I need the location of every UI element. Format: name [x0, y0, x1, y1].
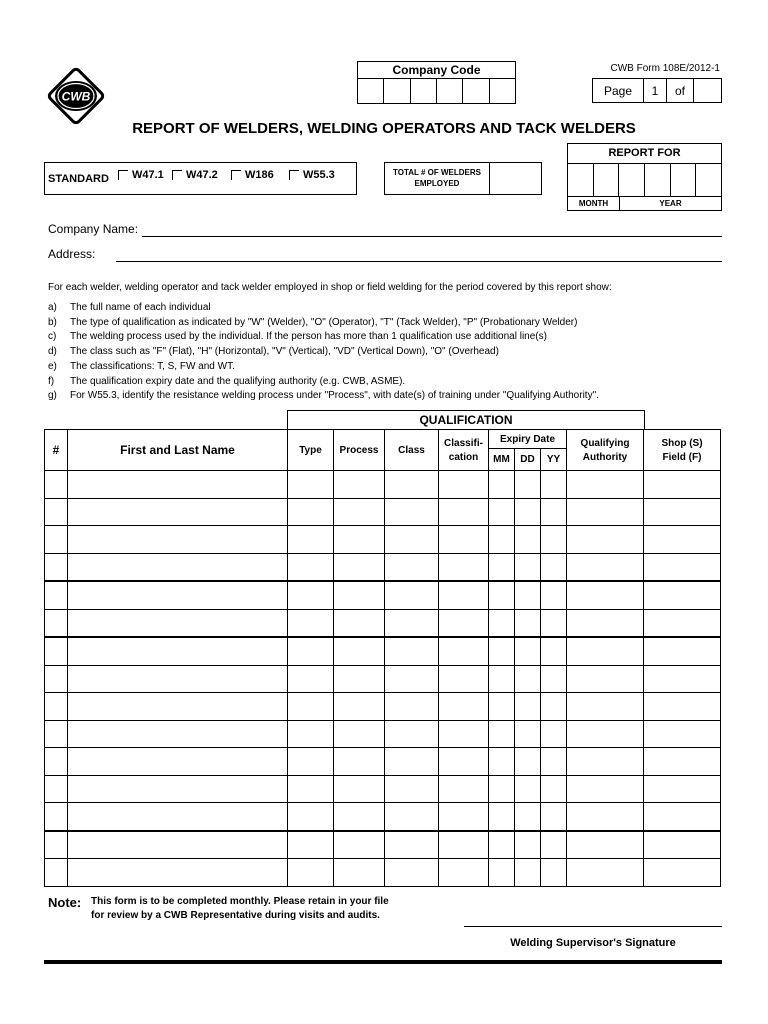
table-cell[interactable]	[334, 748, 385, 776]
table-row	[45, 609, 721, 637]
table-cell[interactable]	[567, 609, 644, 637]
table-cell[interactable]	[515, 720, 541, 748]
table-cell[interactable]	[489, 831, 515, 859]
col-header-type: Type	[288, 430, 334, 471]
table-cell[interactable]	[385, 748, 439, 776]
table-cell[interactable]	[385, 803, 439, 831]
table-cell[interactable]	[288, 803, 334, 831]
table-row	[45, 803, 721, 831]
table-row	[45, 637, 721, 665]
table-cell[interactable]	[541, 831, 567, 859]
qualification-header: QUALIFICATION	[287, 410, 645, 430]
table-cell[interactable]	[68, 665, 288, 693]
table-cell[interactable]	[385, 637, 439, 665]
table-cell[interactable]	[439, 553, 489, 581]
company-code-box	[357, 61, 516, 104]
standard-option-w47-2[interactable]: W47.2	[172, 169, 218, 181]
report-for-title: REPORT FOR	[568, 144, 721, 164]
page-number: 1	[644, 79, 667, 102]
table-cell[interactable]	[644, 498, 721, 526]
table-cell[interactable]	[567, 831, 644, 859]
table-cell[interactable]	[515, 498, 541, 526]
table-cell[interactable]	[541, 581, 567, 609]
table-cell[interactable]	[541, 609, 567, 637]
col-header-shop-field: Shop (S) Field (F)	[644, 430, 721, 471]
table-row	[45, 471, 721, 499]
company-name-label: Company Name:	[48, 222, 139, 236]
table-cell[interactable]	[385, 581, 439, 609]
table-cell[interactable]	[644, 693, 721, 721]
page-total-field[interactable]	[694, 79, 721, 102]
table-cell[interactable]	[334, 831, 385, 859]
table-cell	[45, 581, 68, 609]
table-cell[interactable]	[334, 553, 385, 581]
address-field[interactable]	[116, 261, 722, 262]
table-cell[interactable]	[515, 553, 541, 581]
col-header-expiry: Expiry Date	[489, 430, 567, 449]
table-cell[interactable]	[515, 581, 541, 609]
standard-label: STANDARD	[48, 173, 109, 185]
table-cell[interactable]	[515, 831, 541, 859]
table-cell[interactable]	[541, 693, 567, 721]
table-cell[interactable]	[541, 803, 567, 831]
table-cell[interactable]	[489, 553, 515, 581]
table-cell[interactable]	[439, 720, 489, 748]
form-title: REPORT OF WELDERS, WELDING OPERATORS AND TACK WELDERS	[132, 120, 636, 137]
table-cell[interactable]	[68, 581, 288, 609]
month-label: MONTH	[568, 197, 620, 210]
table-cell[interactable]	[439, 581, 489, 609]
table-cell[interactable]	[541, 498, 567, 526]
list-item: b) The type of qualification as indicated by "W" (Welder), "O" (Operator), "T" (Tack Welder), "P" (Probationary Welder)	[48, 316, 578, 328]
table-cell[interactable]	[644, 526, 721, 554]
table-row	[45, 748, 721, 776]
table-cell[interactable]	[541, 553, 567, 581]
table-cell[interactable]	[68, 498, 288, 526]
table-cell[interactable]	[541, 471, 567, 499]
page-label: Page	[593, 79, 644, 102]
table-cell[interactable]	[439, 693, 489, 721]
col-header-yy: YY	[541, 449, 567, 471]
table-cell[interactable]	[541, 859, 567, 887]
table-cell[interactable]	[385, 526, 439, 554]
standard-option-w47-1[interactable]: W47.1	[118, 169, 164, 181]
table-cell[interactable]	[567, 748, 644, 776]
table-cell[interactable]	[68, 637, 288, 665]
total-welders-box	[384, 162, 542, 195]
table-cell[interactable]	[288, 859, 334, 887]
table-row	[45, 581, 721, 609]
table-cell[interactable]	[385, 720, 439, 748]
table-cell[interactable]	[68, 775, 288, 803]
table-cell[interactable]	[541, 775, 567, 803]
table-cell[interactable]	[515, 803, 541, 831]
table-cell[interactable]	[489, 803, 515, 831]
note-label: Note:	[48, 895, 82, 910]
page-box	[592, 78, 722, 103]
list-item: c) The welding process used by the individual. If the person has more than 1 qualification use additional line(s)	[48, 331, 547, 343]
table-cell[interactable]	[288, 498, 334, 526]
table-cell[interactable]	[288, 775, 334, 803]
table-cell[interactable]	[334, 803, 385, 831]
table-cell[interactable]	[567, 553, 644, 581]
table-cell[interactable]	[515, 526, 541, 554]
table-cell[interactable]	[288, 609, 334, 637]
table-cell[interactable]	[439, 831, 489, 859]
table-row	[45, 720, 721, 748]
checkbox-icon[interactable]	[118, 170, 128, 180]
table-cell[interactable]	[68, 859, 288, 887]
table-cell[interactable]	[489, 498, 515, 526]
table-cell[interactable]	[541, 720, 567, 748]
page-of-label: of	[667, 79, 694, 102]
table-cell[interactable]	[489, 859, 515, 887]
table-cell[interactable]	[385, 859, 439, 887]
list-item: e) The classifications: T, S, FW and WT.	[48, 360, 235, 372]
table-cell[interactable]	[541, 637, 567, 665]
table-cell[interactable]	[288, 637, 334, 665]
table-cell[interactable]	[644, 748, 721, 776]
table-cell	[45, 609, 68, 637]
table-cell	[45, 775, 68, 803]
table-cell[interactable]	[567, 637, 644, 665]
table-cell[interactable]	[489, 609, 515, 637]
table-cell[interactable]	[439, 859, 489, 887]
table-cell[interactable]	[541, 526, 567, 554]
table-cell[interactable]	[644, 553, 721, 581]
table-cell[interactable]	[385, 693, 439, 721]
table-cell[interactable]	[334, 471, 385, 499]
table-row	[45, 775, 721, 803]
table-cell[interactable]	[68, 748, 288, 776]
table-cell[interactable]	[68, 803, 288, 831]
table-cell[interactable]	[644, 637, 721, 665]
address-label: Address:	[48, 247, 96, 261]
table-cell[interactable]	[567, 859, 644, 887]
table-cell[interactable]	[489, 526, 515, 554]
table-cell[interactable]	[567, 581, 644, 609]
table-cell[interactable]	[385, 471, 439, 499]
table-cell[interactable]	[385, 553, 439, 581]
table-cell[interactable]	[334, 526, 385, 554]
col-header-authority: Qualifying Authority	[567, 430, 644, 471]
table-cell[interactable]	[439, 665, 489, 693]
table-cell[interactable]	[288, 526, 334, 554]
table-cell[interactable]	[334, 859, 385, 887]
list-item: d) The class such as "F" (Flat), "H" (Horizontal), "V" (Vertical), "VD" (Vertical Down), "O" (Overhead)	[48, 346, 499, 358]
table-cell[interactable]	[288, 748, 334, 776]
report-for-box	[567, 143, 722, 211]
table-cell[interactable]	[489, 637, 515, 665]
table-cell[interactable]	[644, 775, 721, 803]
logo-text: CWB	[61, 89, 91, 104]
table-cell[interactable]	[567, 665, 644, 693]
table-cell[interactable]	[567, 526, 644, 554]
col-header-num: #	[45, 430, 68, 471]
table-cell[interactable]	[541, 748, 567, 776]
table-row	[45, 859, 721, 887]
table-cell[interactable]	[515, 637, 541, 665]
table-cell[interactable]	[489, 720, 515, 748]
table-cell[interactable]	[567, 471, 644, 499]
table-cell[interactable]	[644, 665, 721, 693]
table-cell[interactable]	[567, 693, 644, 721]
table-cell[interactable]	[439, 471, 489, 499]
table-cell[interactable]	[489, 665, 515, 693]
cwb-logo	[44, 64, 108, 128]
signature-label: Welding Supervisor's Signature	[510, 937, 676, 949]
bottom-divider	[44, 960, 722, 964]
table-cell[interactable]	[68, 831, 288, 859]
list-item: a) The full name of each individual	[48, 302, 211, 313]
checkbox-icon[interactable]	[231, 170, 241, 180]
table-cell[interactable]	[385, 665, 439, 693]
table-cell[interactable]	[644, 803, 721, 831]
table-cell	[45, 665, 68, 693]
company-code-cells[interactable]	[358, 79, 515, 103]
report-for-cells[interactable]	[568, 164, 721, 197]
table-cell[interactable]	[68, 553, 288, 581]
table-row	[45, 665, 721, 693]
table-cell[interactable]	[644, 609, 721, 637]
table-cell[interactable]	[334, 498, 385, 526]
table-cell[interactable]	[515, 471, 541, 499]
note-text: This form is to be completed monthly. Please retain in your file for review by a CWB Representative during visits and audits.	[91, 896, 389, 921]
welders-table	[44, 429, 721, 887]
total-welders-field[interactable]	[490, 163, 541, 194]
table-cell[interactable]	[68, 693, 288, 721]
col-header-process: Process	[334, 430, 385, 471]
standard-option-w55-3[interactable]: W55.3	[289, 169, 335, 181]
col-header-class: Class	[385, 430, 439, 471]
table-row	[45, 553, 721, 581]
table-cell	[45, 803, 68, 831]
col-header-mm: MM	[489, 449, 515, 471]
table-cell[interactable]	[334, 637, 385, 665]
table-row	[45, 498, 721, 526]
table-cell[interactable]	[489, 693, 515, 721]
table-cell[interactable]	[567, 498, 644, 526]
table-cell[interactable]	[515, 748, 541, 776]
checkbox-icon[interactable]	[172, 170, 182, 180]
table-cell[interactable]	[515, 775, 541, 803]
table-cell	[45, 553, 68, 581]
table-cell[interactable]	[288, 831, 334, 859]
table-cell	[45, 637, 68, 665]
table-cell	[45, 831, 68, 859]
year-label: YEAR	[659, 199, 682, 208]
table-cell[interactable]	[288, 553, 334, 581]
table-cell[interactable]	[515, 665, 541, 693]
table-cell[interactable]	[515, 693, 541, 721]
company-name-field[interactable]	[142, 236, 722, 237]
table-cell[interactable]	[334, 693, 385, 721]
table-cell[interactable]	[644, 720, 721, 748]
table-cell[interactable]	[68, 471, 288, 499]
table-cell[interactable]	[567, 803, 644, 831]
table-cell	[45, 859, 68, 887]
table-cell[interactable]	[515, 609, 541, 637]
table-cell[interactable]	[68, 720, 288, 748]
table-cell[interactable]	[288, 581, 334, 609]
list-item: g) For W55.3, identify the resistance welding process under "Process", with date(s) of training under "Qualifying Authority".	[48, 390, 599, 402]
table-cell[interactable]	[439, 748, 489, 776]
table-row	[45, 831, 721, 859]
table-cell[interactable]	[439, 526, 489, 554]
table-cell	[45, 471, 68, 499]
table-cell[interactable]	[68, 526, 288, 554]
table-cell[interactable]	[68, 609, 288, 637]
instructions-intro: For each welder, welding operator and tack welder employed in shop or field welding for the period covered by this report show:	[48, 282, 612, 293]
table-cell[interactable]	[644, 581, 721, 609]
checkbox-icon[interactable]	[289, 170, 299, 180]
table-cell[interactable]	[288, 665, 334, 693]
table-cell[interactable]	[439, 609, 489, 637]
company-code-label: Company Code	[358, 62, 515, 79]
table-cell[interactable]	[439, 775, 489, 803]
table-cell[interactable]	[334, 775, 385, 803]
table-cell[interactable]	[439, 637, 489, 665]
standard-option-w186[interactable]: W186	[231, 169, 274, 181]
table-cell	[45, 720, 68, 748]
table-cell[interactable]	[439, 803, 489, 831]
list-item: f) The qualification expiry date and the qualifying authority (e.g. CWB, ASME).	[48, 375, 406, 387]
col-header-classification: Classifi- cation	[439, 430, 489, 471]
table-cell[interactable]	[489, 775, 515, 803]
table-cell[interactable]	[334, 665, 385, 693]
table-cell[interactable]	[385, 609, 439, 637]
table-cell[interactable]	[385, 498, 439, 526]
table-cell[interactable]	[439, 498, 489, 526]
table-row	[45, 693, 721, 721]
standard-box	[44, 162, 357, 195]
table-cell[interactable]	[334, 720, 385, 748]
table-cell[interactable]	[489, 471, 515, 499]
table-cell	[45, 748, 68, 776]
table-cell[interactable]	[288, 471, 334, 499]
table-cell[interactable]	[644, 831, 721, 859]
table-cell[interactable]	[288, 693, 334, 721]
table-cell[interactable]	[515, 859, 541, 887]
table-cell[interactable]	[334, 609, 385, 637]
table-cell	[45, 498, 68, 526]
table-cell	[45, 693, 68, 721]
instructions-list	[48, 301, 599, 404]
table-cell[interactable]	[541, 665, 567, 693]
table-cell[interactable]	[334, 581, 385, 609]
table-cell	[45, 526, 68, 554]
table-cell[interactable]	[489, 581, 515, 609]
table-cell[interactable]	[567, 775, 644, 803]
table-row	[45, 526, 721, 554]
form-code: CWB Form 108E/2012-1	[610, 63, 720, 74]
table-cell[interactable]	[644, 471, 721, 499]
total-welders-label: TOTAL # OF WELDERS EMPLOYED	[385, 163, 490, 194]
col-header-name: First and Last Name	[68, 430, 288, 471]
table-cell[interactable]	[644, 859, 721, 887]
table-cell[interactable]	[567, 720, 644, 748]
table-cell[interactable]	[385, 831, 439, 859]
table-cell[interactable]	[288, 720, 334, 748]
col-header-dd: DD	[515, 449, 541, 471]
table-cell[interactable]	[385, 775, 439, 803]
table-cell[interactable]	[489, 748, 515, 776]
signature-field[interactable]	[464, 926, 722, 927]
